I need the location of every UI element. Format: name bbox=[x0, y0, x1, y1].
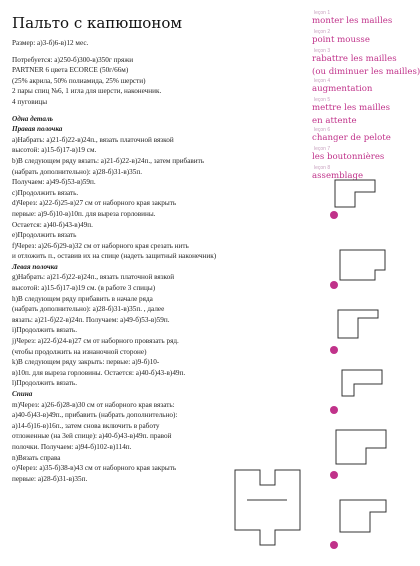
lesson-number: leçon 4 bbox=[314, 78, 331, 84]
lesson-number: leçon 7 bbox=[314, 146, 331, 152]
lesson-item bbox=[306, 97, 398, 113]
lesson-item bbox=[306, 127, 398, 143]
lesson-label: changer de pelote bbox=[312, 133, 391, 143]
instruction-line: а)Набрать: а)21-б)22-в)24п., вязать платочной вязкой bbox=[12, 135, 174, 144]
instruction-line: первые: а)28-б)31-в)35п. bbox=[12, 474, 88, 483]
instructions-column bbox=[12, 14, 312, 484]
lesson-label: les boutonnières bbox=[312, 152, 385, 162]
instruction-line: 2 пары спиц №6, 1 игла для шерсти, наконечник. bbox=[12, 87, 162, 96]
instruction-line: и отложить п., оставив их на спице (надеть защитный наконечник) bbox=[12, 252, 217, 261]
instruction-line: k)В следующем ряду закрыть: первые: а)9-б)10- bbox=[12, 358, 160, 367]
instruction-line: высотой: а)15-б)17-в)19 см. bbox=[12, 146, 97, 155]
section-heading: Правая полочка bbox=[12, 125, 63, 134]
lesson-number: leçon 1 bbox=[314, 10, 331, 16]
lesson-number: leçon 2 bbox=[314, 29, 331, 35]
page-title: Пальто с капюшоном bbox=[12, 14, 183, 32]
section-heading: Одна деталь bbox=[12, 114, 53, 123]
lesson-item bbox=[306, 116, 398, 126]
instruction-line: Размер: а)3-б)6-в)12 мес. bbox=[12, 39, 89, 47]
lesson-item bbox=[306, 67, 420, 77]
knitting-diagrams bbox=[330, 160, 400, 560]
instruction-line: n)Вязать справа bbox=[12, 453, 61, 462]
section-heading: Левая полочка bbox=[12, 262, 58, 271]
instruction-line: h)В следующем ряду прибавить в начале ряда bbox=[12, 294, 153, 303]
lesson-item bbox=[306, 29, 398, 45]
instruction-line: в)10п. для выреза горловины. Остается: а)40-б)43-в)49п. bbox=[12, 368, 186, 377]
instruction-line: i)Продолжить вязать. bbox=[12, 326, 77, 335]
instruction-line: а)14-б)16-в)16п., затем снова включить в работу bbox=[12, 421, 160, 430]
lesson-number: leçon 8 bbox=[314, 165, 331, 171]
lesson-label: monter les mailles bbox=[312, 16, 393, 26]
instruction-line: (25% акрила, 50% полиамида, 25% шерсти) bbox=[12, 76, 146, 85]
lesson-label: point mousse bbox=[312, 35, 370, 45]
instruction-line: g)Набрать: а)21-б)22-в)24п., вязать платочной вязкой bbox=[12, 273, 175, 282]
section-heading: Спина bbox=[12, 390, 33, 398]
instruction-line: j)Через: а)22-б)24-в)27 см от наборного провязать ряд. bbox=[12, 337, 179, 346]
lesson-item bbox=[306, 78, 398, 94]
lesson-label: mettre les mailles bbox=[312, 103, 391, 113]
instruction-line: f)Через: а)26-б)29-в)32 см от наборного края срезать нить bbox=[12, 241, 189, 250]
diagram-2 bbox=[340, 250, 385, 280]
instruction-line: о)Через: а)35-б)38-в)43 см от наборного края закрыть bbox=[12, 464, 177, 473]
diagram-1 bbox=[335, 180, 375, 207]
instructions-text bbox=[12, 38, 312, 484]
instruction-line: первые: а)9-б)10-в)10п. для выреза горловины. bbox=[12, 209, 156, 218]
instruction-line: PARTNER 6 цвета ECORCE (50г/66м) bbox=[12, 66, 129, 75]
pattern-diagram-bottom bbox=[225, 460, 310, 555]
lesson-label: augmentation bbox=[312, 84, 373, 94]
instruction-line: (чтобы продолжить на изнаночной стороне) bbox=[12, 347, 147, 356]
instruction-line: Остается: а)40-б)43-в)49п. bbox=[12, 220, 93, 229]
instruction-line: е)Продолжить вязать bbox=[12, 231, 77, 240]
instruction-line: Получаем: а)49-б)53-в)59п. bbox=[12, 178, 96, 187]
instruction-line: полочки. Получаем: а)94-б)102-в)114п. bbox=[12, 442, 132, 451]
instruction-line: (набрать дополнительно): а)28-б)31-в)35п. bbox=[12, 167, 143, 176]
diagram-6 bbox=[340, 500, 386, 532]
instruction-line: l)Продолжить вязать. bbox=[12, 379, 77, 388]
lesson-number: leçon 5 bbox=[314, 97, 331, 103]
diagram-5 bbox=[336, 430, 386, 464]
lesson-label: (ou diminuer les mailles) bbox=[312, 67, 420, 77]
instruction-line: 4 пуговицы bbox=[12, 97, 48, 106]
diagram-3 bbox=[338, 310, 378, 338]
lesson-label: rabattre les mailles bbox=[312, 54, 397, 64]
instruction-line: Потребуется: а)250-б)300-в)350г пряжи bbox=[12, 55, 134, 64]
lesson-item bbox=[306, 48, 398, 64]
instruction-line: d)Через: а)22-б)25-в)27 см от наборного края закрыть bbox=[12, 199, 177, 208]
instruction-line: а)40-б)43-в)49п., прибавить (набрать дополнительно): bbox=[12, 411, 178, 420]
instruction-line: высотой: а)15-б)17-в)19 см. (в работе 3 спицы) bbox=[12, 284, 156, 293]
instruction-line: (набрать дополнительно): а)28-б)31-в)35п. , далее bbox=[12, 305, 165, 314]
instruction-line: отложенные (на 3ей спице): а)40-б)43-в)49п. правой bbox=[12, 432, 172, 441]
instruction-line: с)Продолжить вязать. bbox=[12, 188, 79, 197]
diagram-4 bbox=[342, 370, 382, 396]
lesson-label: assemblage bbox=[312, 171, 364, 181]
lesson-label: en attente bbox=[312, 116, 357, 126]
instruction-line: b)В следующем ряду вязать: а)21-б)22-в)24п., затем прибавить bbox=[12, 156, 205, 165]
lesson-number: leçon 3 bbox=[314, 48, 331, 54]
instruction-line: m)Через: а)26-б)28-в)30 см от наборного края вязать: bbox=[12, 400, 175, 409]
instruction-line: вязать: а)21-б)22-в)24п. Получаем: а)49-б)53-в)59п. bbox=[12, 315, 170, 324]
lesson-item bbox=[306, 10, 398, 26]
lesson-number: leçon 6 bbox=[314, 127, 331, 133]
